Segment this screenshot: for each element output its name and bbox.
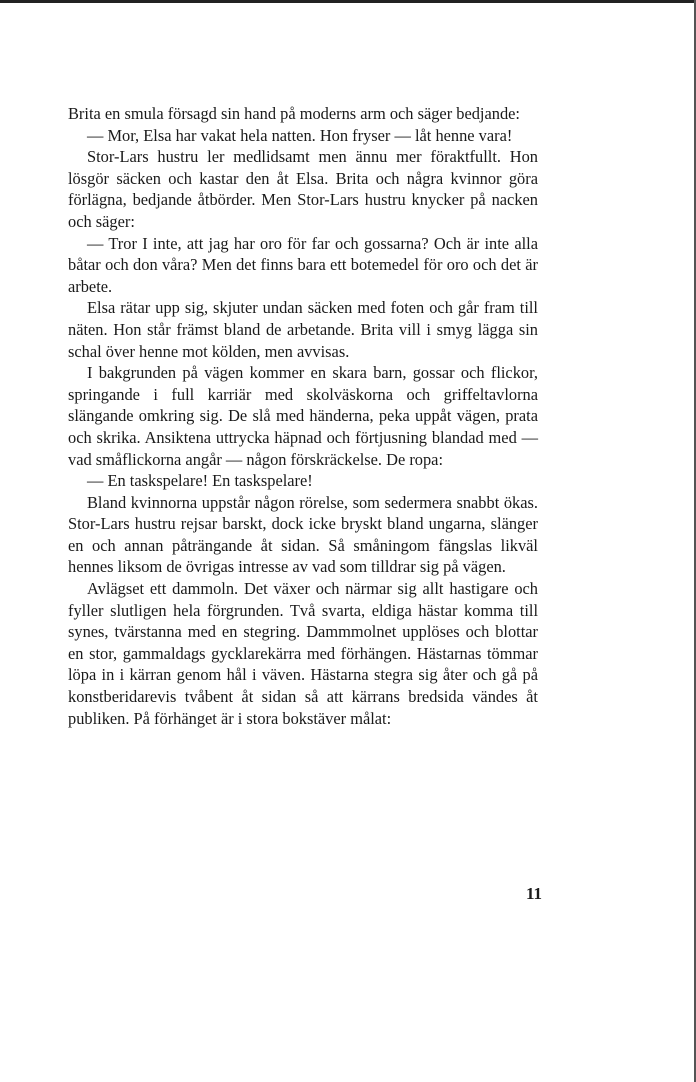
- paragraph: — Tror I inte, att jag har oro för far och gossarna? Och är inte alla båtar och don våra? Men det finns bara ett botemedel för oro och det är arbete.: [68, 233, 538, 296]
- paragraph: Stor-Lars hustru ler medlidsamt men ännu mer föraktfullt. Hon lösgör säcken och kastar den åt Elsa. Brita och några kvinnor göra förlägna, bedjande åtbörder. Men Stor-Lars hustru knycker på nacken och säger:: [68, 147, 538, 231]
- paragraph: Elsa rätar upp sig, skjuter undan säcken med foten och går fram till näten. Hon står främst bland de arbetande. Brita vill i smyg lägga sin schal över henne mot kölden, men avvisas.: [68, 298, 538, 361]
- paragraph: — Mor, Elsa har vakat hela natten. Hon fryser — låt henne vara!: [87, 125, 513, 145]
- paragraph: — En taskspelare! En taskspelare!: [87, 471, 313, 491]
- body-text: [68, 103, 538, 729]
- top-border: [0, 0, 696, 3]
- page-number: 11: [525, 884, 542, 903]
- paragraph: Bland kvinnorna uppstår någon rörelse, som sedermera snabbt ökas. Stor-Lars hustru rejsar barskt, dock icke bryskt bland ungarna, slänger en och annan påträngande åt sidan. Så småningom fängslas likväl hennes liksom de övrigas intresse av vad som tilldrar sig på vägen.: [68, 492, 538, 577]
- paragraph: Avlägset ett dammoln. Det växer och närmar sig allt hastigare och fyller slutligen hela förgrunden. Två svarta, eldiga hästar komma till synes, tvärstanna med en stegring. Dammmolnet upplöses och blottar en stor, gammaldags gycklarekärra med förhängen. Hästarnas tömmar löpa in i kärran genom hål i väven. Hästarna stegra sig åter och gå på konstberidarevis tvåbent åt sidan så att kärrans bredsida vändes åt publiken. På förhänget är i stora bokstäver målat:: [68, 579, 538, 728]
- paragraph: I bakgrunden på vägen kommer en skara barn, gossar och flickor, springande i full karriär med skolväskorna och griffeltavlorna slängande omkring sig. De slå med händerna, peka uppåt vägen, prata och skrika. Ansiktena uttrycka häpnad och förtjusning blandad med — vad småflickorna angår — någon förskräckelse. De ropa:: [68, 363, 538, 469]
- paragraph: Brita en smula försagd sin hand på moderns arm och säger bedjande:: [68, 104, 520, 123]
